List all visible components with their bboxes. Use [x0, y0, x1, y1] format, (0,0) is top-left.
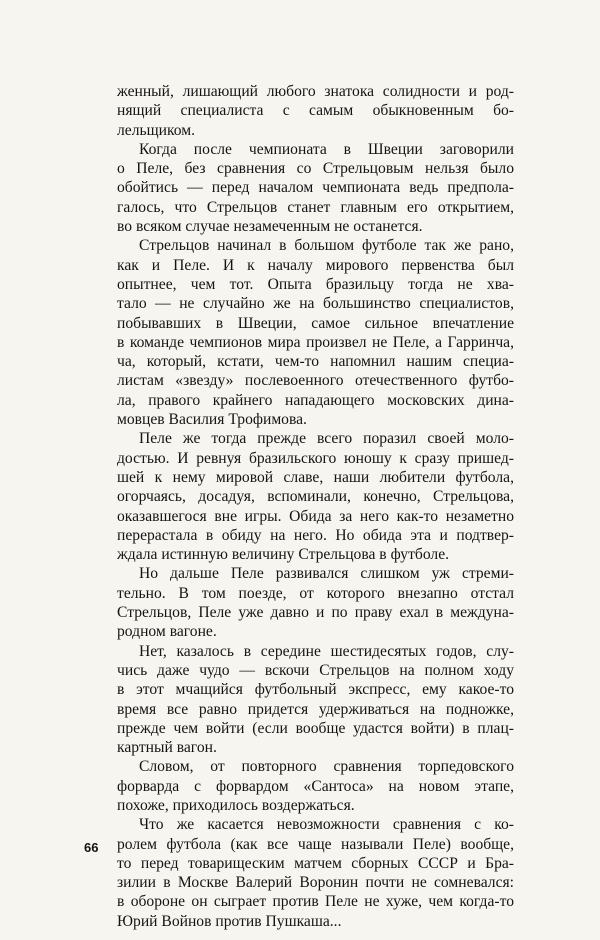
text-line: галось, что Стрельцов станет главным его открытием, — [117, 198, 514, 216]
text-line: в команде чемпионов мира произвел не Пеле, а Гарринча, — [117, 333, 514, 351]
text-line: тало — не случайно же на большинство специалистов, — [117, 295, 514, 313]
paragraph — [117, 429, 514, 564]
text-line: лельщиком. — [117, 121, 195, 139]
paragraph — [117, 757, 514, 815]
text-line: Когда после чемпионата в Швеции заговорили — [139, 140, 514, 158]
text-line: зилии в Москве Валерий Воронин почти не сомневался: — [117, 874, 514, 892]
text-line: в обороне он сыграет против Пеле не хуже, чем когда-то — [117, 893, 514, 911]
text-line: то перед товарищеским матчем сборных СССР и Бра- — [117, 854, 514, 872]
text-line: огорчаясь, досадуя, вспоминали, конечно, Стрельцова, — [117, 488, 514, 506]
text-line: женный, лишающий любого знатока солидности и род- — [117, 83, 514, 100]
text-line: Пеле же тогда прежде всего поразил своей моло- — [139, 430, 514, 448]
text-line: Стрельцов начинал в большом футболе так же рано, — [139, 237, 514, 255]
text-line: ждала истинную величину Стрельцова в футболе. — [117, 546, 450, 564]
paragraph — [117, 140, 514, 236]
text-line: ла, правого крайнего нападающего московских дина- — [117, 391, 514, 409]
text-line: шей к нему мировой славе, наши любители футбола, — [117, 468, 514, 486]
text-line: побывавших в Швеции, самое сильное впечатление — [117, 314, 514, 332]
paragraph — [117, 564, 514, 641]
paragraph — [117, 236, 514, 429]
paragraph — [117, 642, 514, 758]
text-line: Но дальше Пеле развивался слишком уж стреми- — [139, 565, 514, 583]
text-line: Юрий Войнов против Пушкаша... — [117, 912, 342, 930]
text-line: время все равно придется удерживаться на подножке, — [117, 700, 514, 718]
text-line: родном вагоне. — [117, 623, 217, 641]
text-line: Стрельцов, Пеле уже давно и по праву ехал в междуна- — [117, 604, 514, 622]
text-line: о Пеле, без сравнения со Стрельцовым нельзя было — [117, 160, 514, 178]
text-line: достью. И ревнуя бразильского юношу к сразу пришед- — [117, 449, 514, 467]
text-line: картный вагон. — [117, 739, 217, 757]
text-line: листам «звезду» послевоенного отечественного футбо- — [117, 372, 514, 390]
paragraph — [117, 815, 514, 931]
text-line: как и Пеле. И к началу мирового первенства был — [117, 256, 514, 274]
text-line: обойтись — перед началом чемпионата ведь предпола- — [117, 179, 514, 197]
body-text — [117, 82, 514, 931]
text-line: чись даже чудо — вскочи Стрельцов на полном ходу — [117, 661, 514, 679]
text-line: мовцев Василия Трофимова. — [117, 411, 307, 429]
text-line: Словом, от повторного сравнения торпедовского — [139, 758, 514, 776]
text-line: в этот мчащийся футбольный экспресс, ему какое-то — [117, 681, 514, 699]
text-line: тельно. В том поезде, от которого внезапно отстал — [117, 584, 514, 602]
text-line: перерастала в обиду на него. Но обида эта и подтвер- — [117, 526, 514, 544]
text-line: Что же касается невозможности сравнения с ко- — [139, 816, 514, 834]
text-line: опытнее, чем тот. Опыта бразильцу тогда не хва- — [117, 275, 514, 293]
text-line: похоже, приходилось воздержаться. — [117, 796, 355, 814]
text-line: ча, который, кстати, чем-то напомнил нашим специа- — [117, 353, 514, 371]
text-line: Нет, казалось в середине шестидесятых годов, слу- — [139, 642, 514, 660]
text-line: оказавшегося вне игры. Обида за него как-то незаметно — [117, 507, 514, 525]
text-line: во всяком случае незамеченным не останется. — [117, 218, 423, 236]
text-line: прежде чем войти (если вообще удастся войти) в плац- — [117, 719, 514, 737]
text-line: ролем футбола (как все чаще называли Пеле) вообще, — [117, 835, 514, 853]
paragraph — [117, 82, 514, 140]
text-line: нящий специалиста с самым обыкновенным бо- — [117, 102, 514, 120]
page-number: 66 — [84, 840, 99, 855]
text-line: форварда с форвардом «Сантоса» на новом этапе, — [117, 777, 514, 795]
